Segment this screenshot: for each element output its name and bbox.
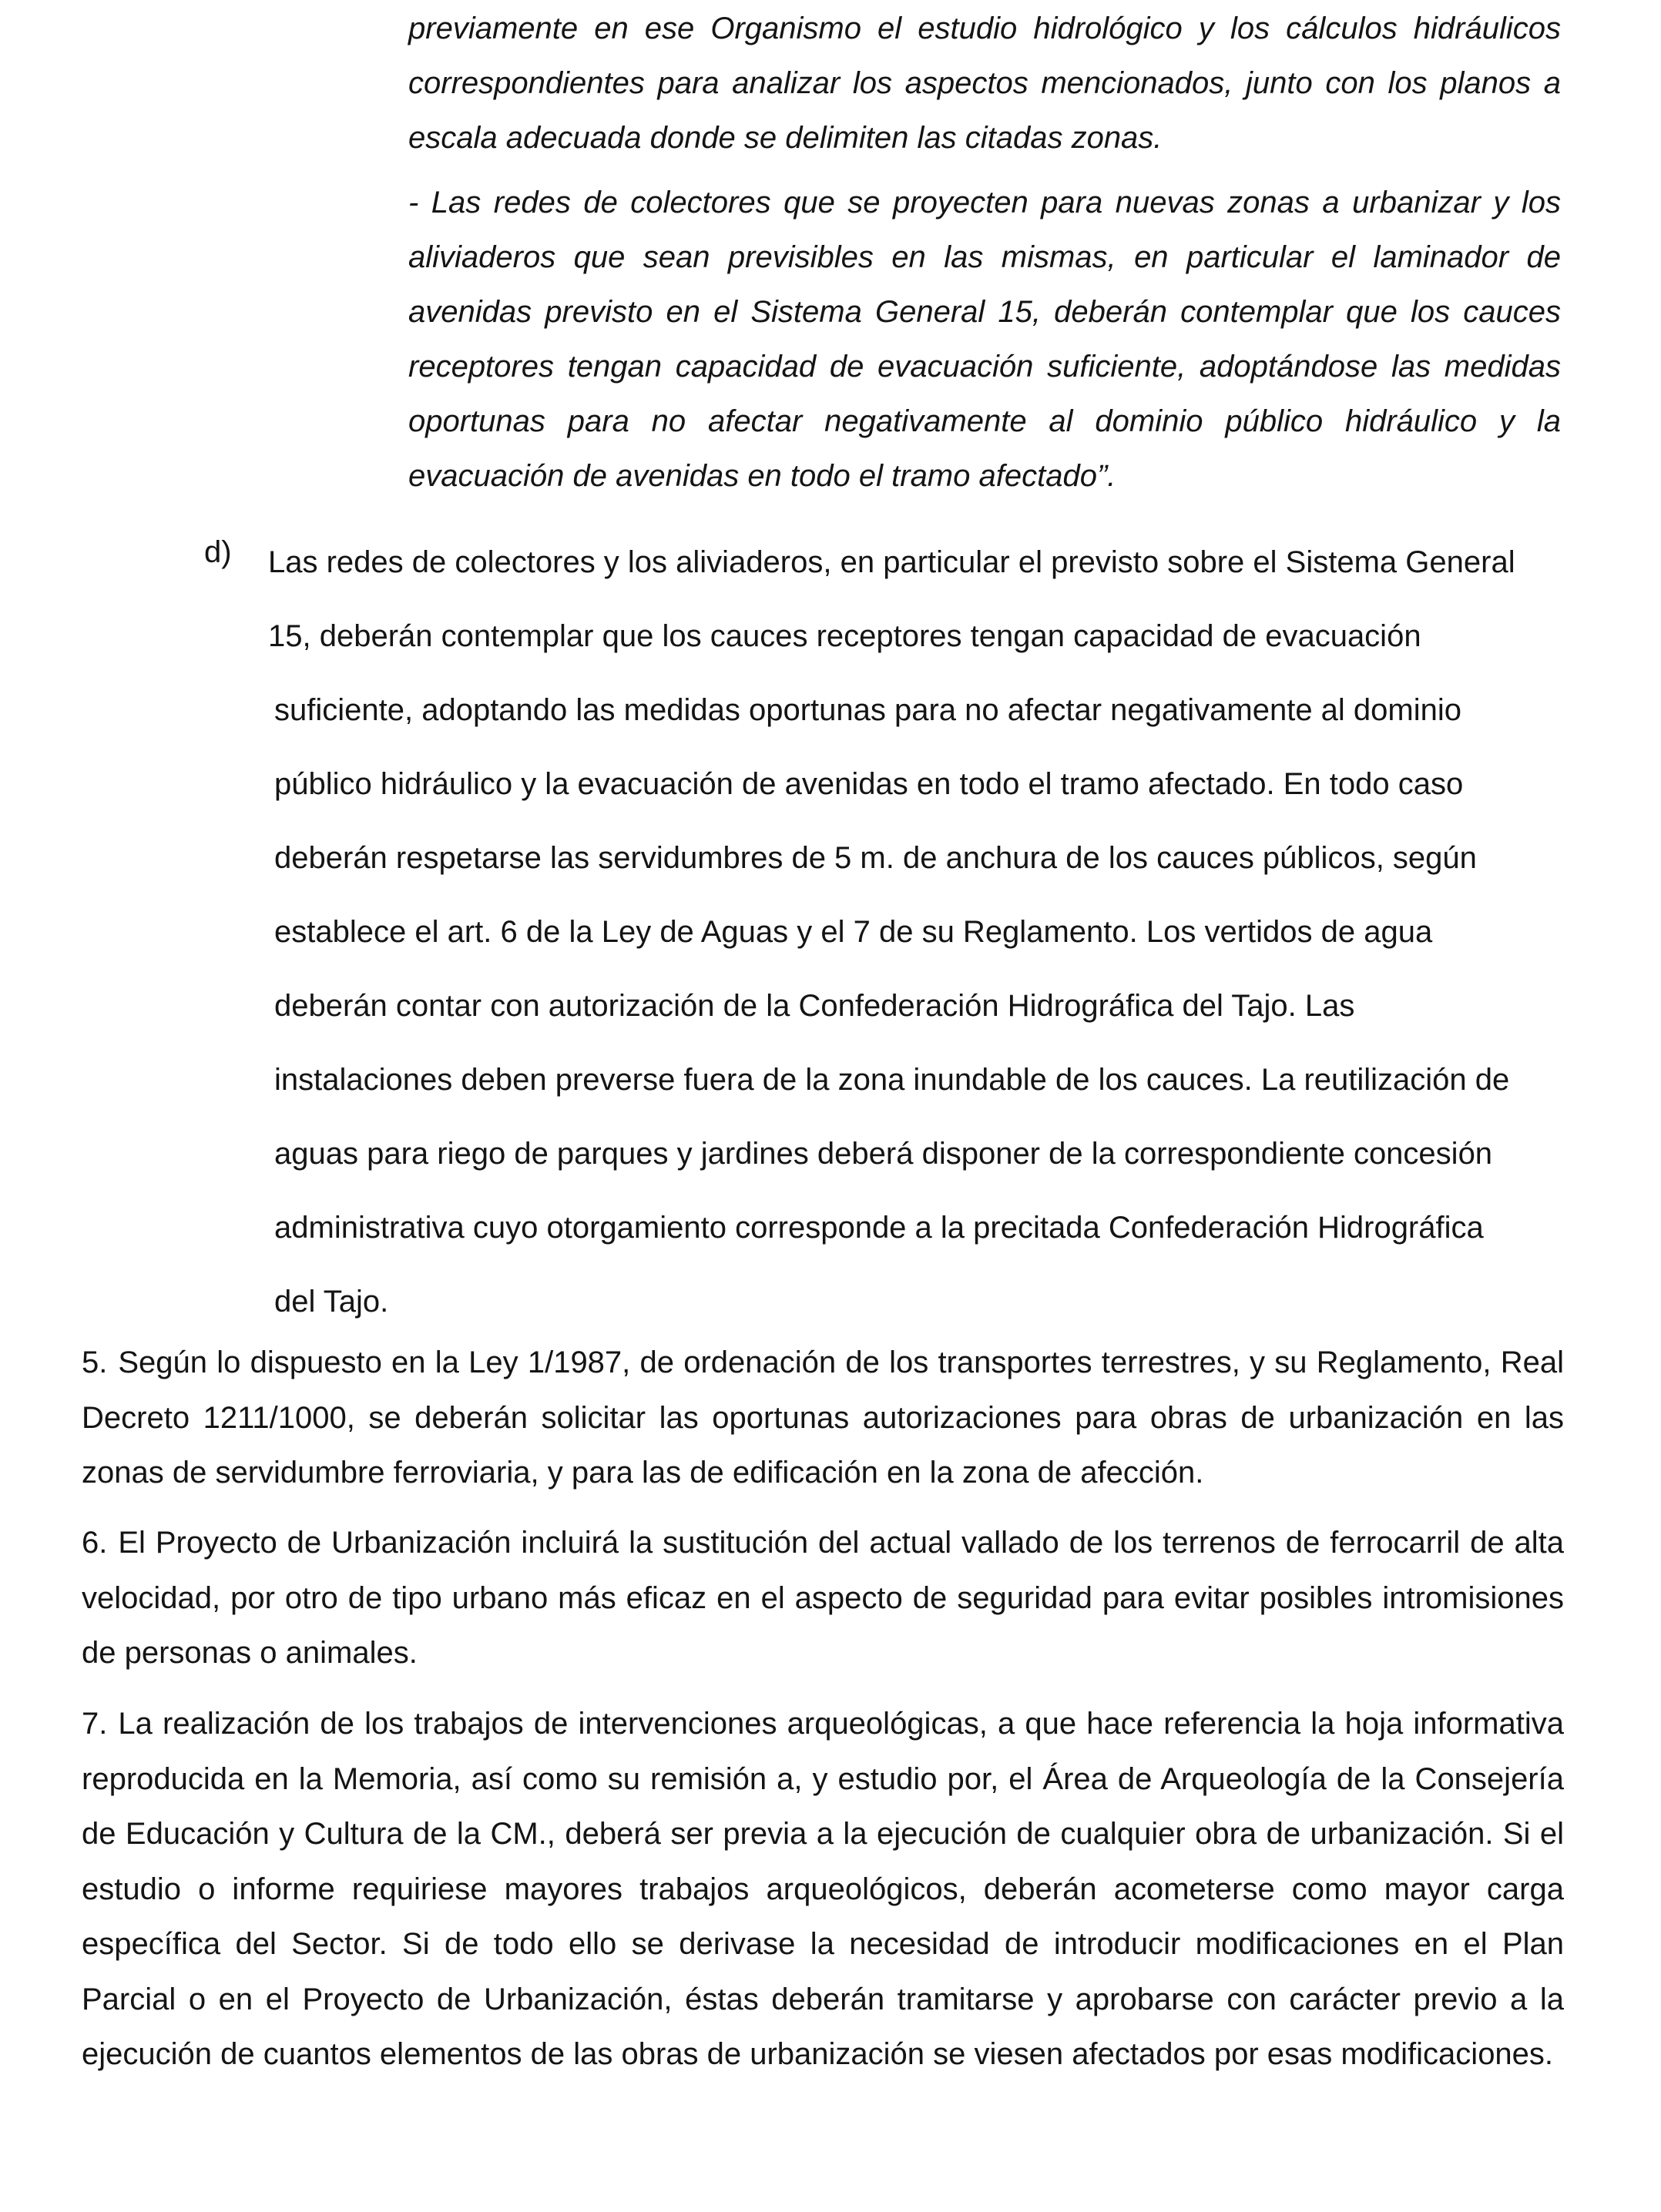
- item-d-line: deberán respetarse las servidumbres de 5 m. de anchura de los cauces públicos, según: [274, 841, 1477, 875]
- paragraph-text: Según lo dispuesto en la Ley 1/1987, de ordenación de los transportes terrestres, y su Reglamento, Real Decreto 1211/1000, se deberán solicitar las oportunas autorizaciones para obras de urbanización en las zonas de servidumbre ferroviaria, y para las de edificación en la zona de afección.: [82, 1346, 1564, 1490]
- paragraph-number: 7.: [82, 1707, 108, 1741]
- item-d-line: suficiente, adoptando las medidas oportunas para no afectar negativamente al dominio: [274, 693, 1461, 727]
- numbered-paragraph-5: [82, 1336, 1564, 1501]
- paragraph-number: 5.: [82, 1346, 108, 1379]
- paragraph-number: 6.: [82, 1526, 108, 1560]
- quoted-paragraph-colectores: - Las redes de colectores que se proyecten para nuevas zonas a urbanizar y los aliviaderos que sean previsibles en las mismas, en particular el laminador de avenidas previsto en el Sistema General 15, deberán contemplar que los cauces receptores tengan capacidad de evacuación suficiente, adoptándose las medidas oportunas para no afectar negativamente al dominio público hidráulico y la evacuación de avenidas en todo el tramo afectado”.: [408, 186, 1561, 493]
- item-d-line: Las redes de colectores y los aliviaderos, en particular el previsto sobre el Sistema General: [268, 545, 1515, 579]
- item-d-line: deberán contar con autorización de la Confederación Hidrográfica del Tajo. Las: [274, 989, 1355, 1023]
- item-d-label: d): [204, 535, 232, 569]
- item-d-body: [268, 525, 1570, 1339]
- paragraph-text: La realización de los trabajos de intervenciones arqueológicas, a que hace referencia la hoja informativa reproducida en la Memoria, así como su remisión a, y estudio por, el Área de Arqueología de la Consejería de Educación y Cultura de la CM., deberá ser previa a la ejecución de cualquier obra de urbanización. Si el estudio o informe requiriese mayores trabajos arqueológicos, deberán acometerse como mayor carga específica del Sector. Si de todo ello se derivase la necesidad de introducir modificaciones en el Plan Parcial o en el Proyecto de Urbanización, éstas deberán tramitarse y aprobarse con carácter previo a la ejecución de cuantos elementos de las obras de urbanización se viesen afectados por esas modificaciones.: [82, 1707, 1564, 2071]
- item-d-line: del Tajo.: [274, 1285, 389, 1319]
- paragraph-text: El Proyecto de Urbanización incluirá la sustitución del actual vallado de los terrenos de ferrocarril de alta velocidad, por otro de tipo urbano más eficaz en el aspecto de seguridad para evitar posibles intromisiones de personas o animales.: [82, 1526, 1564, 1670]
- item-d-line: 15, deberán contemplar que los cauces receptores tengan capacidad de evacuación: [268, 619, 1421, 653]
- item-d-line: administrativa cuyo otorgamiento corresponde a la precitada Confederación Hidrográfica: [274, 1211, 1484, 1245]
- item-d-line: instalaciones deben preverse fuera de la zona inundable de los cauces. La reutilización de: [274, 1063, 1510, 1097]
- numbered-paragraph-7: [82, 1697, 1564, 2083]
- quoted-paragraph-continuation: previamente en ese Organismo el estudio hidrológico y los cálculos hidráulicos correspondientes para analizar los aspectos mencionados, junto con los planos a escala adecuada donde se delimiten las citadas zonas.: [408, 12, 1561, 155]
- item-d-line: aguas para riego de parques y jardines deberá disponer de la correspondiente concesión: [274, 1137, 1493, 1171]
- numbered-paragraph-6: [82, 1516, 1564, 1681]
- item-d-line: establece el art. 6 de la Ley de Aguas y el 7 de su Reglamento. Los vertidos de agua: [274, 915, 1433, 949]
- item-d-line: público hidráulico y la evacuación de avenidas en todo el tramo afectado. En todo caso: [274, 767, 1464, 801]
